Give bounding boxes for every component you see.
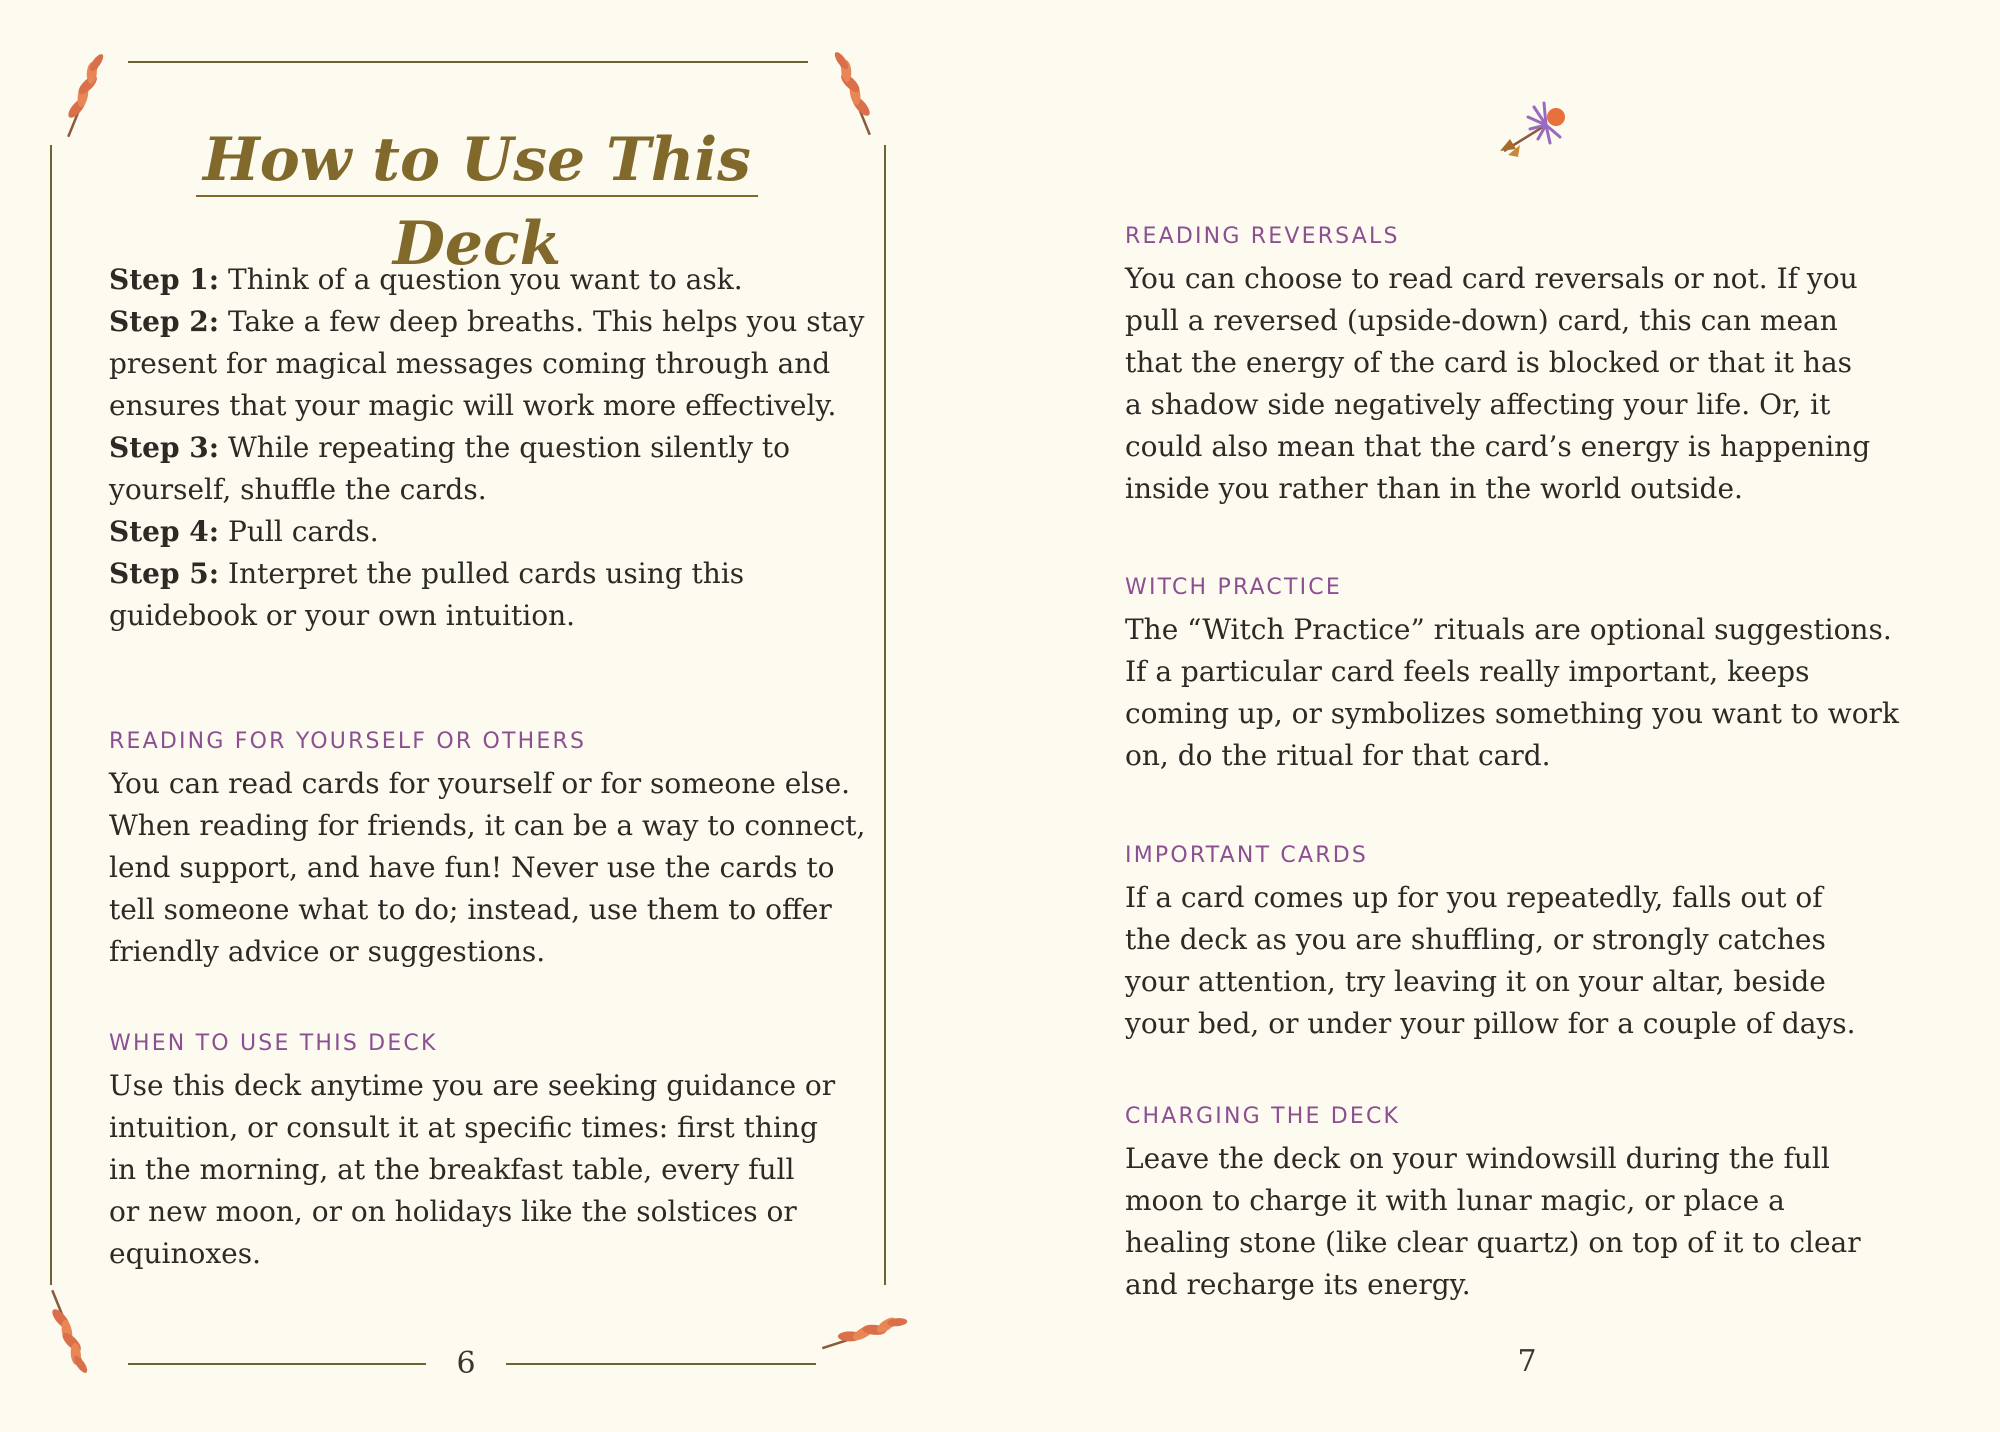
page-title: How to Use This Deck [203, 125, 751, 279]
step-line [109, 301, 869, 343]
step-line: ensures that your magic will work more effectively. [109, 389, 837, 422]
step-line [109, 427, 869, 469]
step-label: Step 4: [109, 515, 220, 548]
step-line: yourself, shuffle the cards. [109, 473, 487, 506]
step-text: Pull cards. [228, 515, 379, 548]
body-line: moon to charge it with lunar magic, or place a [1125, 1184, 1785, 1217]
body-line: equinoxes. [109, 1237, 262, 1270]
body-line: The “Witch Practice” rituals are optional suggestions. [1125, 613, 1892, 646]
body-line: your attention, try leaving it on your altar, beside [1125, 965, 1826, 998]
page-number: 7 [1517, 1344, 1537, 1379]
step-line: present for magical messages coming through and [109, 347, 831, 380]
step-text: While repeating the question silently to [228, 431, 790, 464]
body-line: If a particular card feels really important, keeps [1125, 655, 1810, 688]
step-line [109, 553, 869, 595]
body-line: tell someone what to do; instead, use them to offer [109, 893, 832, 926]
body-line: your bed, or under your pillow for a couple of days. [1125, 1007, 1856, 1040]
body-line: or new moon, or on holidays like the solstices or [109, 1195, 797, 1228]
body-line: healing stone (like clear quartz) on top of it to clear [1125, 1226, 1861, 1259]
section-heading: CHARGING THE DECK [1125, 1104, 1401, 1129]
section-body [1125, 258, 1870, 510]
section-heading: WHEN TO USE THIS DECK [109, 1031, 438, 1056]
body-line: and recharge its energy. [1125, 1268, 1471, 1301]
body-line: that the energy of the card is blocked or that it has [1125, 346, 1853, 379]
body-line: Leave the deck on your windowsill during the full [1125, 1142, 1830, 1175]
sprig-icon [35, 41, 138, 144]
sprig-icon [19, 1284, 122, 1387]
frame-left-line [50, 145, 52, 1285]
body-line: a shadow side negatively affecting your life. Or, it [1125, 388, 1831, 421]
body-line: inside you rather than in the world outside. [1125, 472, 1743, 505]
frame-right-line [884, 145, 886, 1285]
page-number: 6 [456, 1346, 476, 1381]
section-body [109, 763, 865, 973]
section-heading: READING REVERSALS [1125, 224, 1400, 249]
body-line: If a card comes up for you repeatedly, falls out of [1125, 881, 1823, 914]
title-underline [196, 195, 758, 197]
section-body [1125, 609, 1899, 777]
body-line: in the morning, at the breakfast table, every full [109, 1153, 795, 1186]
body-line: You can choose to read card reversals or not. If you [1125, 262, 1858, 295]
section-body [1125, 877, 1856, 1045]
body-line: You can read cards for yourself or for someone else. [109, 767, 851, 800]
right-page [1000, 0, 2000, 1432]
sprig-icon [813, 1278, 922, 1387]
section-heading: IMPORTANT CARDS [1125, 843, 1369, 868]
step-label: Step 2: [109, 305, 220, 338]
flower-icon [1494, 95, 1584, 165]
step-text: Interpret the pulled cards using this [228, 557, 745, 590]
body-line: When reading for friends, it can be a way to connect, [109, 809, 866, 842]
step-label: Step 5: [109, 557, 220, 590]
step-line [109, 259, 869, 301]
section-body [1125, 1138, 1861, 1306]
step-line: guidebook or your own intuition. [109, 599, 576, 632]
body-line: lend support, and have fun! Never use the cards to [109, 851, 835, 884]
section-heading: READING FOR YOURSELF OR OTHERS [109, 729, 587, 754]
body-line: friendly advice or suggestions. [109, 935, 546, 968]
frame-top-line [128, 61, 808, 63]
steps-list [109, 259, 869, 637]
frame-bottom-left-line [128, 1363, 426, 1365]
step-label: Step 1: [109, 263, 220, 296]
step-text: Take a few deep breaths. This helps you stay [228, 305, 865, 338]
body-line: coming up, or symbolizes something you want to work [1125, 697, 1899, 730]
body-line: could also mean that the card’s energy is happening [1125, 430, 1871, 463]
section-heading: WITCH PRACTICE [1125, 575, 1342, 600]
step-text: Think of a question you want to ask. [228, 263, 743, 296]
frame-bottom-right-line [506, 1363, 816, 1365]
body-line: the deck as you are shuffling, or strongly catches [1125, 923, 1826, 956]
sprig-icon [801, 39, 904, 142]
body-line: on, do the ritual for that card. [1125, 739, 1551, 772]
body-line: intuition, or consult it at specific times: first thing [109, 1111, 818, 1144]
section-body [109, 1065, 835, 1275]
body-line: Use this deck anytime you are seeking guidance or [109, 1069, 836, 1102]
body-line: pull a reversed (upside-down) card, this can mean [1125, 304, 1838, 337]
step-label: Step 3: [109, 431, 220, 464]
step-line [109, 511, 869, 553]
